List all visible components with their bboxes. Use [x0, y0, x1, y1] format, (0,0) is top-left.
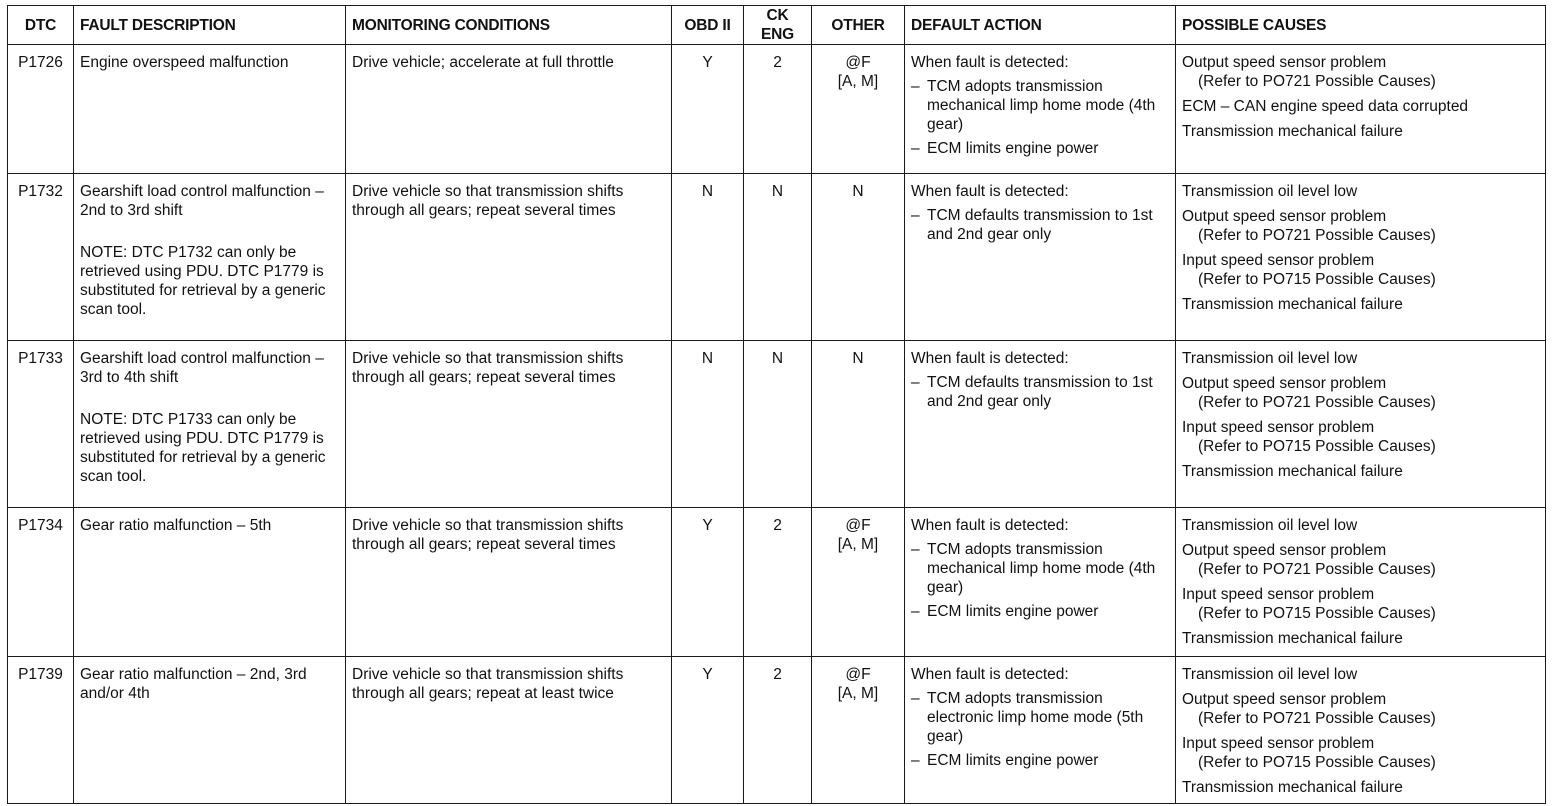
monitoring-conditions-cell: [346, 174, 672, 341]
default-action-text: TCM adopts transmission mechanical limp home mode (4th gear): [927, 78, 1156, 133]
possible-causes-cell: [1176, 45, 1546, 174]
dtc-code-cell: [8, 45, 74, 174]
other-cell: [812, 341, 905, 508]
ck-eng-value: N: [771, 183, 784, 200]
dash-bullet-icon: –: [911, 78, 920, 95]
default-action-lead: When fault is detected:: [911, 350, 1069, 367]
dash-bullet-icon: –: [911, 603, 920, 620]
possible-cause-text: Transmission oil level low: [1182, 517, 1358, 534]
default-action-cell: [905, 341, 1176, 508]
obd-ii-value: Y: [702, 666, 713, 683]
monitoring-conditions: Drive vehicle so that transmission shifts through all gears; repeat several times: [352, 517, 624, 553]
table-row: [8, 657, 1546, 804]
possible-causes-cell: [1176, 657, 1546, 804]
header-default-action: DEFAULT ACTION: [905, 6, 1176, 45]
dtc-code: P1733: [18, 350, 63, 367]
dash-bullet-icon: –: [911, 541, 920, 558]
default-action-text: ECM limits engine power: [927, 140, 1099, 157]
possible-cause-reference: (Refer to PO721 Possible Causes): [1198, 561, 1436, 578]
possible-cause-text: Output speed sensor problem: [1182, 691, 1387, 708]
monitoring-conditions-cell: [346, 657, 672, 804]
obd-ii-cell: [672, 174, 744, 341]
possible-cause-text: Input speed sensor problem: [1182, 586, 1375, 603]
dtc-code: P1734: [18, 517, 63, 534]
default-action-item: [911, 751, 1169, 770]
obd-ii-cell: [672, 508, 744, 657]
possible-cause: [1182, 122, 1539, 141]
ck-eng-value: N: [771, 350, 784, 367]
possible-cause: [1182, 374, 1539, 412]
possible-cause-reference: (Refer to PO721 Possible Causes): [1198, 394, 1436, 411]
possible-cause-text: Transmission oil level low: [1182, 666, 1358, 683]
other-value: @F: [845, 54, 871, 71]
possible-cause-text: Output speed sensor problem: [1182, 542, 1387, 559]
default-action-item: [911, 540, 1169, 597]
default-action-text: TCM adopts transmission electronic limp home mode (5th gear): [927, 690, 1144, 745]
possible-cause-text: Transmission oil level low: [1182, 350, 1358, 367]
possible-cause: [1182, 462, 1539, 481]
dtc-code-cell: [8, 341, 74, 508]
dtc-code: P1726: [18, 54, 63, 71]
default-action-item: [911, 602, 1169, 621]
fault-description: Engine overspeed malfunction: [80, 54, 289, 71]
default-action-item: [911, 206, 1169, 244]
default-action-cell: [905, 45, 1176, 174]
dash-bullet-icon: –: [911, 374, 920, 391]
possible-cause-text: Output speed sensor problem: [1182, 375, 1387, 392]
possible-cause-reference: (Refer to PO715 Possible Causes): [1198, 754, 1436, 771]
possible-cause-reference: (Refer to PO715 Possible Causes): [1198, 438, 1436, 455]
possible-cause-text: Input speed sensor problem: [1182, 252, 1375, 269]
default-action-lead: When fault is detected:: [911, 183, 1069, 200]
header-ck-eng: CK ENG: [744, 6, 812, 45]
obd-ii-value: Y: [702, 54, 713, 71]
default-action-item: [911, 139, 1169, 158]
possible-cause: [1182, 418, 1539, 456]
fault-description: Gear ratio malfunction – 2nd, 3rd and/or 4th: [80, 666, 307, 702]
default-action-item: [911, 373, 1169, 411]
default-action-item: [911, 77, 1169, 134]
fault-note: NOTE: DTC P1733 can only be retrieved using PDU. DTC P1779 is substituted for retrieval by a generic scan tool.: [80, 411, 326, 485]
possible-cause: [1182, 516, 1539, 535]
dtc-table: [7, 5, 1546, 804]
ck-eng-value: 2: [773, 517, 782, 534]
possible-cause-reference: (Refer to PO721 Possible Causes): [1198, 73, 1436, 90]
possible-cause: [1182, 207, 1539, 245]
table-row: [8, 174, 1546, 341]
dash-bullet-icon: –: [911, 690, 920, 707]
other-cell: [812, 174, 905, 341]
monitoring-conditions: Drive vehicle so that transmission shifts through all gears; repeat several times: [352, 183, 624, 219]
possible-cause: [1182, 778, 1539, 797]
default-action-cell: [905, 657, 1176, 804]
possible-cause: [1182, 629, 1539, 648]
default-action-cell: [905, 174, 1176, 341]
dtc-code: P1739: [18, 666, 63, 683]
possible-cause: [1182, 690, 1539, 728]
possible-cause-text: ECM – CAN engine speed data corrupted: [1182, 98, 1469, 115]
possible-cause-text: Transmission oil level low: [1182, 183, 1358, 200]
possible-cause: [1182, 53, 1539, 91]
possible-causes-cell: [1176, 341, 1546, 508]
possible-cause: [1182, 295, 1539, 314]
monitoring-conditions: Drive vehicle so that transmission shifts through all gears; repeat at least twice: [352, 666, 624, 702]
other-value-modes: [A, M]: [837, 685, 879, 702]
ck-eng-cell: [744, 341, 812, 508]
table-body: [8, 45, 1546, 804]
possible-cause: [1182, 585, 1539, 623]
dtc-code-cell: [8, 508, 74, 657]
fault-description: Gear ratio malfunction – 5th: [80, 517, 272, 534]
header-fault-description: FAULT DESCRIPTION: [74, 6, 346, 45]
monitoring-conditions-cell: [346, 45, 672, 174]
default-action-item: [911, 689, 1169, 746]
possible-cause-reference: (Refer to PO715 Possible Causes): [1198, 605, 1436, 622]
fault-description: Gearshift load control malfunction – 3rd to 4th shift: [80, 350, 324, 386]
other-value: @F: [845, 666, 871, 683]
possible-cause-text: Transmission mechanical failure: [1182, 630, 1403, 647]
header-row: [8, 6, 1546, 45]
other-value: N: [852, 183, 864, 200]
table-row: [8, 341, 1546, 508]
other-value: N: [852, 350, 864, 367]
possible-cause: [1182, 665, 1539, 684]
header-monitoring-conditions: MONITORING CONDITIONS: [346, 6, 672, 45]
possible-cause-text: Transmission mechanical failure: [1182, 779, 1403, 796]
fault-description-cell: [74, 508, 346, 657]
other-value: @F: [845, 517, 871, 534]
header-possible-causes: POSSIBLE CAUSES: [1176, 6, 1546, 45]
default-action-text: TCM adopts transmission mechanical limp home mode (4th gear): [927, 541, 1156, 596]
possible-cause: [1182, 97, 1539, 116]
other-cell: [812, 508, 905, 657]
dtc-code-cell: [8, 174, 74, 341]
monitoring-conditions: Drive vehicle so that transmission shifts through all gears; repeat several times: [352, 350, 624, 386]
ck-eng-cell: [744, 508, 812, 657]
possible-causes-cell: [1176, 508, 1546, 657]
default-action-lead: When fault is detected:: [911, 517, 1069, 534]
possible-cause-text: Input speed sensor problem: [1182, 419, 1375, 436]
default-action-text: ECM limits engine power: [927, 752, 1099, 769]
possible-cause: [1182, 349, 1539, 368]
possible-cause-text: Transmission mechanical failure: [1182, 296, 1403, 313]
monitoring-conditions: Drive vehicle; accelerate at full throttle: [352, 54, 614, 71]
dash-bullet-icon: –: [911, 140, 920, 157]
dtc-code-cell: [8, 657, 74, 804]
ck-eng-cell: [744, 174, 812, 341]
other-value-modes: [A, M]: [837, 73, 879, 90]
possible-cause: [1182, 182, 1539, 201]
possible-cause: [1182, 541, 1539, 579]
monitoring-conditions-cell: [346, 341, 672, 508]
obd-ii-cell: [672, 657, 744, 804]
header-other: OTHER: [812, 6, 905, 45]
dtc-table-page: [7, 5, 1545, 801]
possible-cause: [1182, 734, 1539, 772]
default-action-lead: When fault is detected:: [911, 54, 1069, 71]
default-action-text: TCM defaults transmission to 1st and 2nd gear only: [927, 207, 1153, 243]
obd-ii-value: Y: [702, 517, 713, 534]
possible-cause-text: Output speed sensor problem: [1182, 208, 1387, 225]
other-value-modes: [A, M]: [837, 536, 879, 553]
obd-ii-value: N: [701, 350, 714, 367]
fault-description-cell: [74, 657, 346, 804]
obd-ii-cell: [672, 341, 744, 508]
fault-description-cell: [74, 45, 346, 174]
ck-eng-cell: [744, 45, 812, 174]
header-obd-ii: OBD II: [672, 6, 744, 45]
monitoring-conditions-cell: [346, 508, 672, 657]
fault-note: NOTE: DTC P1732 can only be retrieved using PDU. DTC P1779 is substituted for retrieval by a generic scan tool.: [80, 244, 326, 318]
dash-bullet-icon: –: [911, 752, 920, 769]
possible-cause-reference: (Refer to PO715 Possible Causes): [1198, 271, 1436, 288]
table-row: [8, 45, 1546, 174]
obd-ii-value: N: [701, 183, 714, 200]
possible-cause-text: Output speed sensor problem: [1182, 54, 1387, 71]
dash-bullet-icon: –: [911, 207, 920, 224]
table-row: [8, 508, 1546, 657]
dtc-code: P1732: [18, 183, 63, 200]
ck-eng-cell: [744, 657, 812, 804]
header-dtc: DTC: [8, 6, 74, 45]
ck-eng-value: 2: [773, 666, 782, 683]
possible-cause-reference: (Refer to PO721 Possible Causes): [1198, 227, 1436, 244]
possible-cause-text: Input speed sensor problem: [1182, 735, 1375, 752]
default-action-cell: [905, 508, 1176, 657]
default-action-text: TCM defaults transmission to 1st and 2nd gear only: [927, 374, 1153, 410]
fault-description-cell: [74, 174, 346, 341]
possible-cause-reference: (Refer to PO721 Possible Causes): [1198, 710, 1436, 727]
possible-cause-text: Transmission mechanical failure: [1182, 463, 1403, 480]
obd-ii-cell: [672, 45, 744, 174]
fault-description-cell: [74, 341, 346, 508]
possible-cause-text: Transmission mechanical failure: [1182, 123, 1403, 140]
possible-cause: [1182, 251, 1539, 289]
possible-causes-cell: [1176, 174, 1546, 341]
fault-description: Gearshift load control malfunction – 2nd to 3rd shift: [80, 183, 324, 219]
other-cell: [812, 45, 905, 174]
other-cell: [812, 657, 905, 804]
default-action-lead: When fault is detected:: [911, 666, 1069, 683]
ck-eng-value: 2: [773, 54, 782, 71]
default-action-text: ECM limits engine power: [927, 603, 1099, 620]
